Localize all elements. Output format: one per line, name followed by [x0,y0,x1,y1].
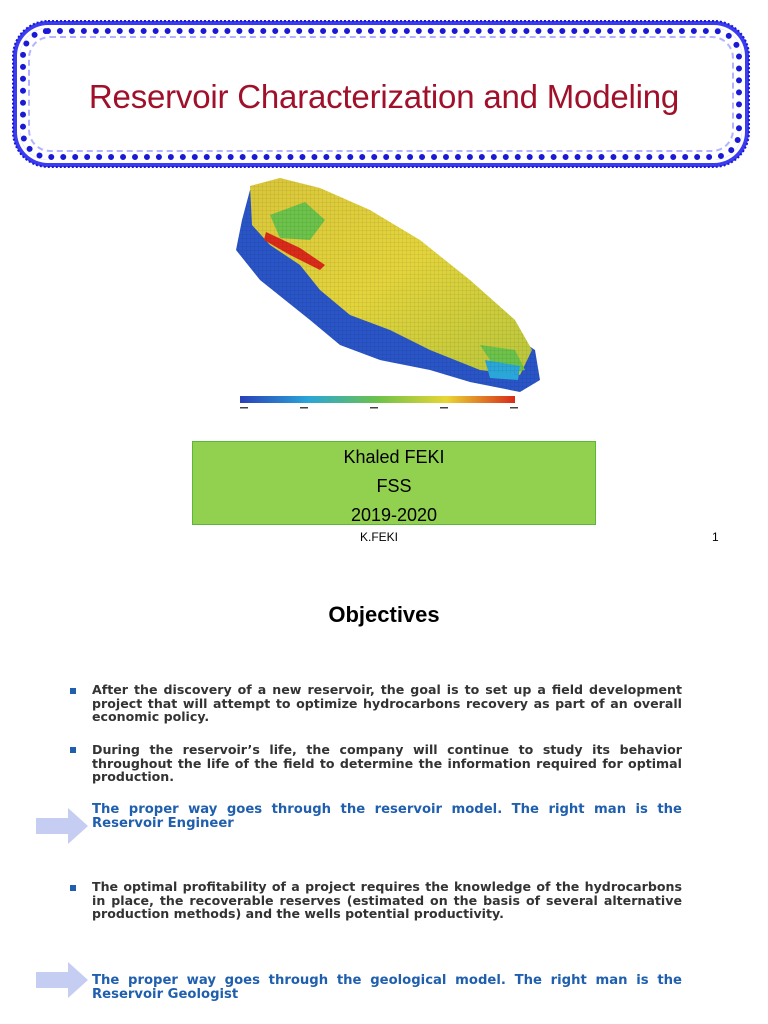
right-arrow-icon [36,808,88,844]
highlight-reservoir-geologist: The proper way goes through the geological model. The right man is the Reservoir Geologist [92,973,682,1002]
objectives-slide [0,560,768,1024]
slide-title: Reservoir Characterization and Modeling [88,78,680,115]
footer-author: K.FEKI [360,530,399,544]
page-number: 1 [712,530,719,544]
bullet-item: After the discovery of a new reservoir, the goal is to set up a field development project that will attempt to optimize hydrocarbons recovery as part of an overall economic policy. [92,682,682,724]
highlight-reservoir-engineer: The proper way goes through the reservoir model. The right man is the Reservoir Engineer [92,802,682,831]
right-arrow-icon [36,962,88,998]
author-info-box [192,441,596,525]
bullet-item: During the reservoir’s life, the company will continue to study its behavior throughout the life of the field to determine the information required for optimal production. [92,742,682,784]
colorbar [240,396,515,403]
square-bullet-icon [70,747,76,753]
academic-year: 2019-2020 [350,505,438,525]
author-name: Khaled FEKI [343,447,445,467]
bullet-item: The optimal profitability of a project requires the knowledge of the hydrocarbons in place, the recoverable reserves (estimated on the basis of several alternative production methods) and the wells potential productivity. [92,879,682,921]
square-bullet-icon [70,885,76,891]
institution: FSS [376,476,412,496]
reservoir-model-image [230,170,550,415]
objectives-heading: Objectives [328,602,440,627]
reservoir-model-figure [230,170,550,415]
square-bullet-icon [70,688,76,694]
